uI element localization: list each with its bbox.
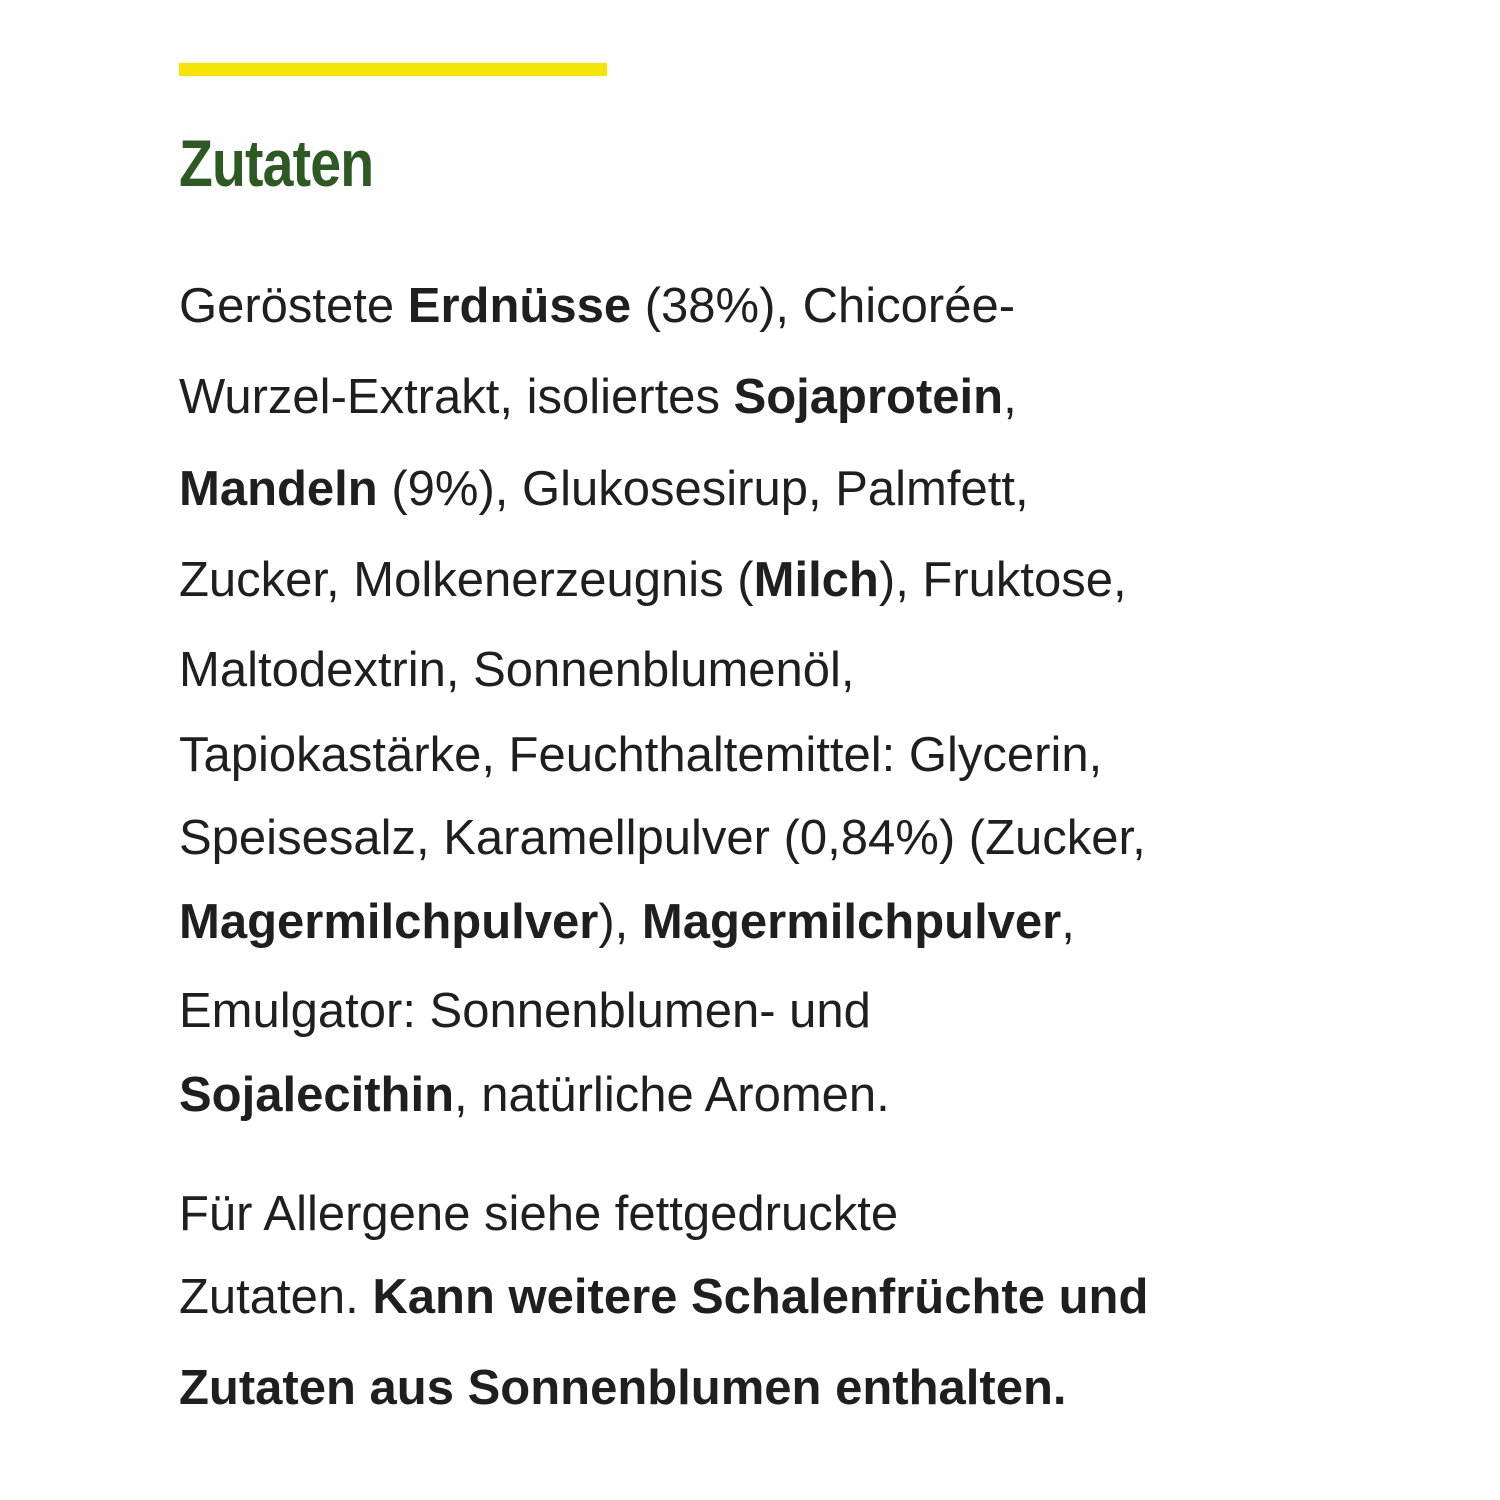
ingredients-line-9 [179, 981, 871, 1041]
allergen-note-line-2 [179, 1267, 1148, 1327]
ingredients-line-10 [179, 1065, 890, 1125]
allergen-warning: Kann weitere Schalenfrüchte und [372, 1270, 1149, 1324]
allergen-milch: Milch [753, 553, 879, 607]
ingredient-text: , [1061, 895, 1075, 949]
ingredient-text: Zucker, Molkenerzeugnis ( [179, 553, 754, 607]
allergen-warning: Zutaten aus Sonnenblumen enthalten. [179, 1361, 1067, 1415]
note-text: Zutaten. [179, 1270, 373, 1324]
ingredient-text: , natürliche Aromen. [454, 1068, 890, 1122]
note-text: Für Allergene siehe fettgedruckte [179, 1187, 899, 1241]
ingredients-line-8 [179, 892, 1075, 952]
allergen-erdnuesse: Erdnüsse [407, 279, 632, 333]
ingredient-text: ), Fruktose, [878, 553, 1127, 607]
ingredient-text: Speisesalz, Karamellpulver (0,84%) (Zucker, [179, 811, 1146, 865]
allergen-note-line-1 [179, 1184, 898, 1244]
allergen-magermilchpulver: Magermilchpulver [641, 895, 1062, 949]
allergen-mandeln: Mandeln [179, 462, 378, 516]
ingredient-text: ), [598, 895, 642, 949]
ingredient-text: Tapiokastärke, Feuchthaltemittel: Glycerin, [179, 728, 1103, 782]
allergen-sojaprotein: Sojaprotein [733, 370, 1004, 424]
ingredient-text: , [1003, 370, 1017, 424]
ingredients-line-5 [179, 640, 855, 700]
allergen-magermilchpulver: Magermilchpulver [179, 895, 599, 949]
accent-bar [179, 63, 607, 76]
ingredients-line-2 [179, 367, 1017, 427]
ingredient-text: (38%), Chicorée- [631, 279, 1016, 333]
allergen-sojalecithin: Sojalecithin [179, 1068, 455, 1122]
ingredients-line-3 [179, 459, 1029, 519]
section-title: Zutaten [179, 126, 374, 200]
ingredient-text: Geröstete [179, 279, 408, 333]
ingredients-line-1 [179, 276, 1015, 336]
ingredients-line-4 [179, 550, 1127, 610]
ingredient-text: Maltodextrin, Sonnenblumenöl, [179, 643, 855, 697]
ingredient-text: Wurzel-Extrakt, isoliertes [179, 370, 734, 424]
ingredient-text: Emulgator: Sonnenblumen- und [179, 984, 871, 1038]
ingredients-line-7 [179, 808, 1146, 868]
ingredient-text: (9%), Glukosesirup, Palmfett, [377, 462, 1029, 516]
ingredients-line-6 [179, 725, 1102, 785]
allergen-note-line-3 [179, 1358, 1067, 1418]
